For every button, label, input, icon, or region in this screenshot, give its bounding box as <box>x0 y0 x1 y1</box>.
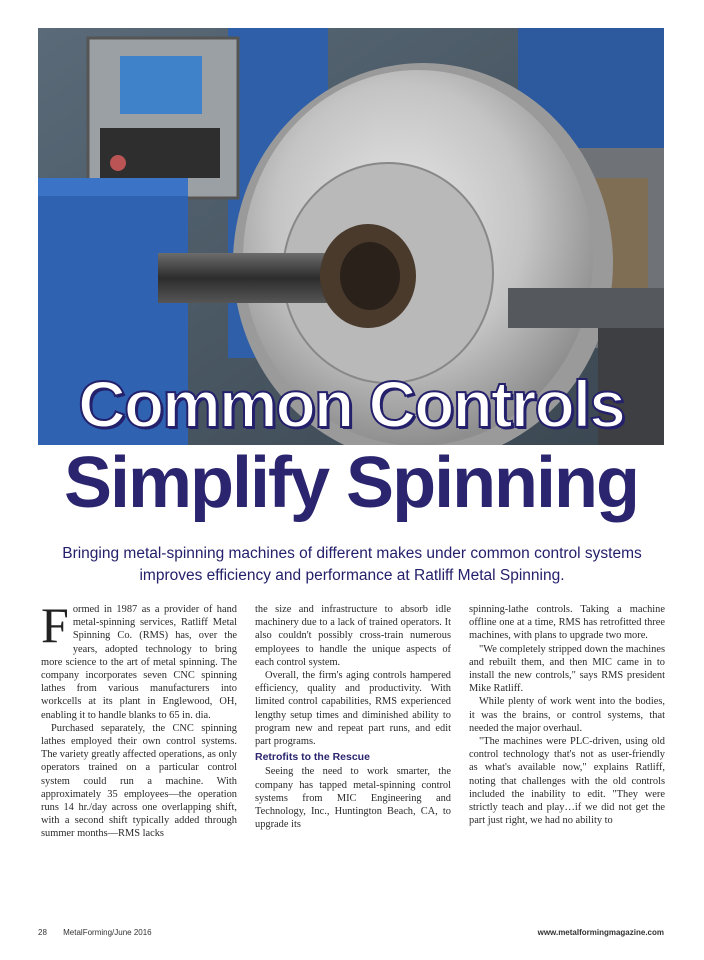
body-column-1 <box>41 597 237 841</box>
paragraph-text: ormed in 1987 as a provider of hand metal-spinning services, Ratliff Metal Spinning Co. (RMS) has, over the years, adopted technology to bring more science to the art of metal spinning. The company incorporates seven CNC spinning lathes from various manufacturers into workcells at its plant in Englewood, OH, enabling it to handle blanks to 65 in. dia. <box>41 604 237 721</box>
website-link[interactable]: www.metalformingmagazine.com <box>537 928 664 937</box>
paragraph: While plenty of work went into the bodies, it was the brains, or control systems, that needed the major overhaul. <box>469 696 665 734</box>
paragraph: "We completely stripped down the machines and rebuilt them, and then MIC came in to install the new controls," says RMS president Mike Ratliff. <box>469 643 665 695</box>
paragraph: Purchased separately, the CNC spinning lathes employed their own control systems. The variety greatly affected operations, as only operators trained on a particular control system could run a machine. With approximately 35 employees—the operation runs 14 hr./day across one overlapping shift, with a second shift typically added through summer months—RMS lacks <box>41 722 237 840</box>
section-subhead: Retrofits to the Rescue <box>255 751 370 764</box>
paragraph: Overall, the firm's aging controls hampered efficiency, quality and productivity. With limited control capabilities, RMS experienced lengthy setup times and diminished ability to program new and repeat part runs, and edit part programs. <box>255 670 451 748</box>
issue-label: MetalForming/June 2016 <box>63 928 152 937</box>
headline-line-2: Simplify Spinning <box>64 443 638 523</box>
paragraph: Seeing the need to work smarter, the company has tapped metal-spinning control systems from MIC Engineering and Technology, Inc., Huntington Beach, CA, to upgrade its <box>255 766 451 831</box>
paragraph <box>41 597 237 722</box>
page-footer <box>38 928 664 942</box>
page-number: 28 <box>38 928 47 937</box>
paragraph: "The machines were PLC-driven, using old control technology that's not as user-friendly as what's available now," explains Ratliff, noting that challenges with the old controls included the inability to edit. "They were strictly teach and play…if we did not get the part just right, we had no ability to <box>469 736 665 827</box>
deck-subtitle: Bringing metal-spinning machines of different makes under common control systems improves efficiency and performance at Ratliff Metal Spinning. <box>62 545 642 584</box>
footer-left <box>38 928 152 937</box>
body-column-2 <box>255 603 451 831</box>
body-column-3 <box>469 603 665 827</box>
paragraph: spinning-lathe controls. Taking a machine offline one at a time, RMS has retrofitted three machines, with plans to upgrade two more. <box>469 604 665 642</box>
paragraph: the size and infrastructure to absorb idle machinery due to a lack of trained operators. It also couldn't possibly cross-train numerous employees to handle the unique aspects of each control system. <box>255 604 451 668</box>
drop-cap: F <box>41 597 69 653</box>
headline-line-1: Common Controls <box>78 367 624 441</box>
